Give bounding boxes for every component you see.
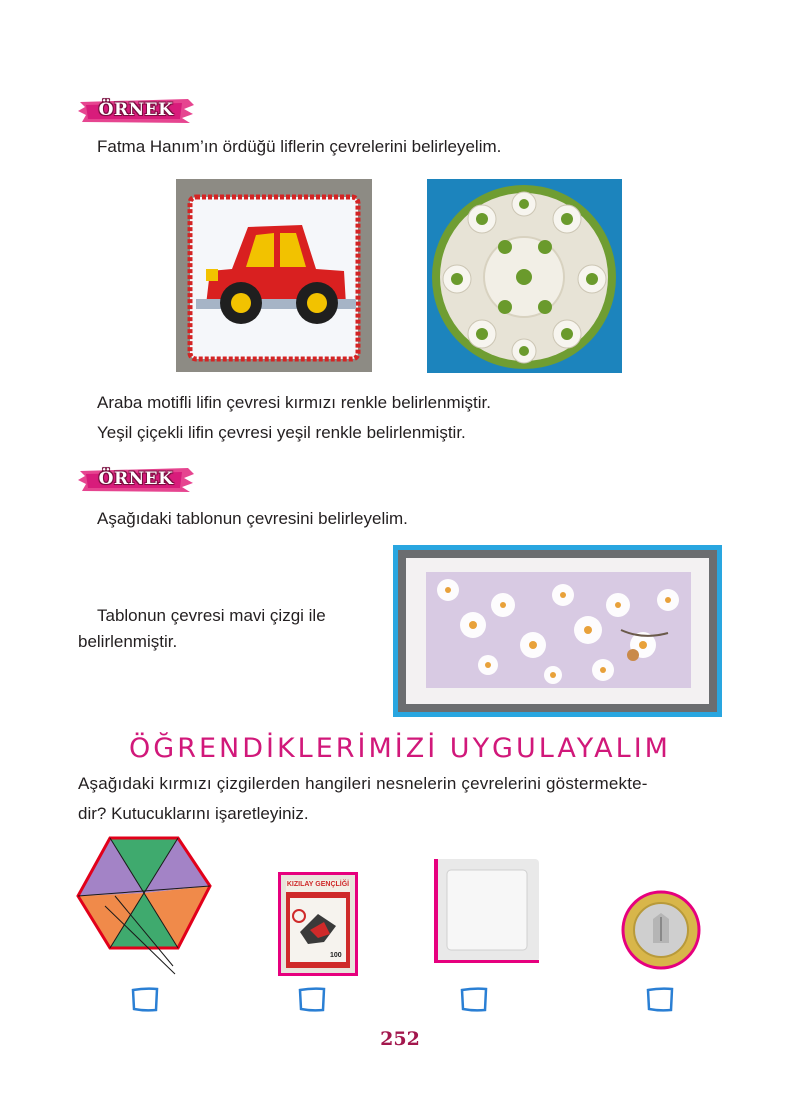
ornek-label: ÖRNEK [98, 100, 174, 120]
practice-heading: ÖĞRENDİKLERİMİZİ UYGULAYALIM [129, 733, 671, 764]
kite-image [75, 836, 215, 976]
stamp-image [278, 872, 358, 976]
example2-desc-line1: Tablonun çevresi mavi çizgi ile [97, 606, 326, 625]
example1-line2: Yeşil çiçekli lifin çevresi yeşil renkle belirlenmiştir. [97, 423, 466, 442]
checkbox-plate[interactable] [459, 985, 489, 1018]
checkbox-coin[interactable] [645, 985, 675, 1018]
checkbox-kite[interactable] [130, 985, 160, 1018]
coin-image [620, 889, 702, 971]
plate-image [433, 856, 540, 963]
practice-question-line1: Aşağıdaki kırmızı çizgilerden hangileri nesnelerin çevrelerini göstermekte- [78, 774, 648, 793]
example2-prompt: Aşağıdaki tablonun çevresini belirleyelim. [97, 509, 408, 528]
example2-desc-line2: belirlenmiştir. [78, 632, 178, 651]
ornek-label: ÖRNEK [98, 469, 174, 489]
stamp-value: 100 [330, 952, 342, 959]
page-number: 252 [380, 1028, 420, 1050]
example1-line1: Araba motifli lifin çevresi kırmızı renkle belirlenmiştir. [97, 393, 491, 412]
stamp-text: KIZILAY GENÇLİĞİ [286, 881, 350, 888]
framed-picture-image [393, 545, 722, 717]
ornek-tag-2 [76, 465, 196, 495]
checkbox-stamp[interactable] [297, 985, 327, 1018]
car-washcloth-image [176, 179, 372, 372]
practice-question-line2: dir? Kutucuklarını işaretleyiniz. [78, 804, 309, 823]
example1-prompt: Fatma Hanım’ın ördüğü liflerin çevrelerini belirleyelim. [97, 137, 502, 156]
ornek-tag-1 [76, 96, 196, 126]
flower-washcloth-image [427, 179, 622, 373]
